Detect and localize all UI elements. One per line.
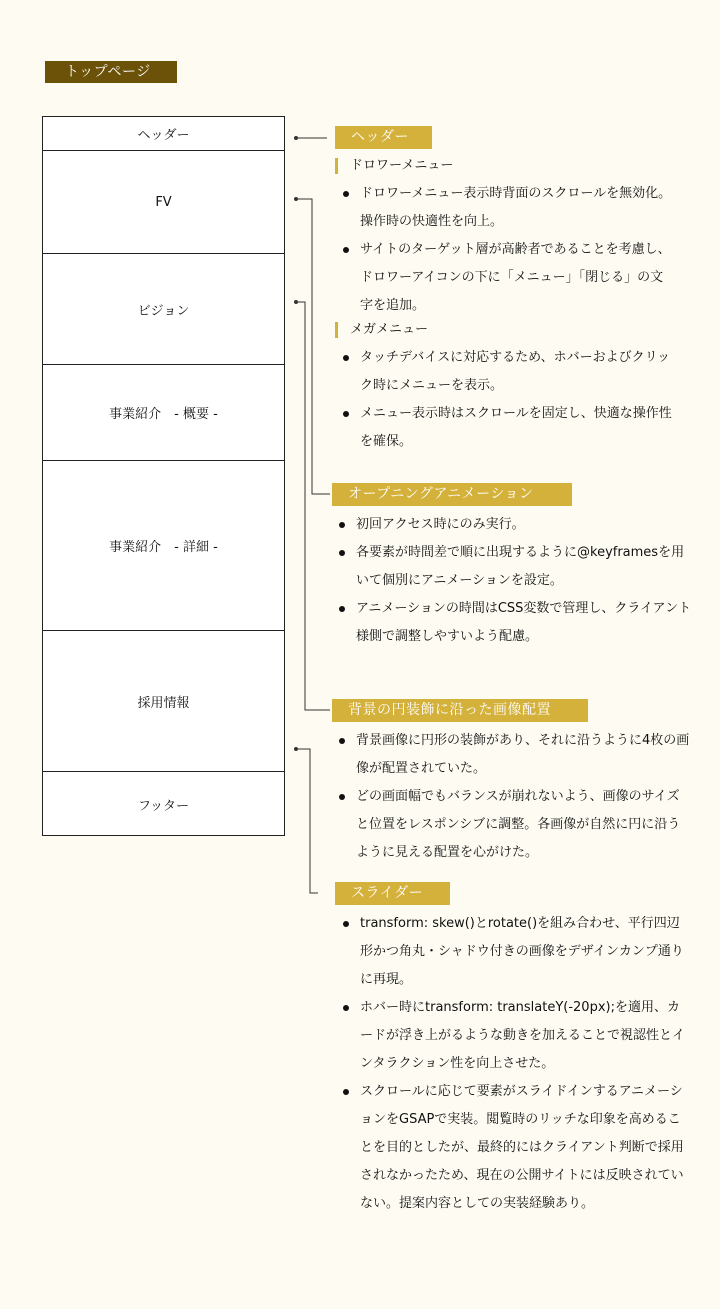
tag-circle-image-layout: 背景の円装飾に沿った画像配置 — [332, 699, 588, 722]
section-business-detail: 事業紹介 - 詳細 - — [43, 461, 284, 631]
tag-opening-animation: オープニングアニメーション — [332, 483, 572, 506]
connector-fv — [296, 199, 330, 494]
section-vision: ビジョン — [43, 254, 284, 365]
connector-vision — [296, 302, 330, 710]
list-mega-menu — [342, 344, 672, 456]
list-item: ドロワーメニュー表示時背面のスクロールを無効化。操作時の快適性を向上。 — [342, 180, 672, 236]
list-item: 各要素が時間差で順に出現するように@keyframesを用いて個別にアニメーションを設定。 — [338, 539, 692, 595]
connector-dot-header — [294, 136, 298, 140]
section-header: ヘッダー — [43, 117, 284, 151]
list-item: transform: skew()とrotate()を組み合わせ、平行四辺形かつ角丸・シャドウ付きの画像をデザインカンプ通りに再現。 — [342, 910, 692, 994]
list-drawer-menu — [342, 180, 672, 320]
list-item: サイトのターゲット層が高齢者であることを考慮し、ドロワーアイコンの下に「メニュー」「閉じる」の文字を追加。 — [342, 236, 672, 320]
section-recruit: 採用情報 — [43, 631, 284, 772]
section-fv: FV — [43, 151, 284, 254]
connector-dot-fv — [294, 197, 298, 201]
subheading-drawer-menu: ドロワーメニュー — [335, 158, 453, 174]
section-business-overview: 事業紹介 - 概要 - — [43, 365, 284, 461]
connector-dot-vision — [294, 300, 298, 304]
tag-header: ヘッダー — [335, 126, 432, 149]
list-item: スクロールに応じて要素がスライドインするアニメーションをGSAPで実装。閲覧時のリッチな印象を高めることを目的としたが、最終的にはクライアント判断で採用されなかったため、現在の公開サイトには反映されていない。提案内容としての実装経験あり。 — [342, 1078, 692, 1218]
list-item: 背景画像に円形の装飾があり、それに沿うように4枚の画像が配置されていた。 — [338, 727, 692, 783]
list-item: アニメーションの時間はCSS変数で管理し、クライアント様側で調整しやすいよう配慮。 — [338, 595, 692, 651]
tag-slider: スライダー — [335, 882, 450, 905]
list-item: どの画面幅でもバランスが崩れないよう、画像のサイズと位置をレスポンシブに調整。各画像が自然に円に沿うように見える配置を心がけた。 — [338, 783, 692, 867]
list-opening-animation — [338, 511, 692, 651]
list-slider — [342, 910, 692, 1218]
list-item: 初回アクセス時にのみ実行。 — [338, 511, 692, 539]
subheading-mega-menu: メガメニュー — [335, 322, 428, 338]
connector-recruit — [296, 749, 318, 893]
list-item: ホバー時にtransform: translateY(-20px);を適用、カードが浮き上がるような動きを加えることで視認性とインタラクション性を向上させた。 — [342, 994, 692, 1078]
page-title: トップページ — [45, 61, 177, 83]
list-item: タッチデバイスに対応するため、ホバーおよびクリック時にメニューを表示。 — [342, 344, 672, 400]
section-footer: フッター — [137, 798, 190, 814]
sitemap — [42, 116, 285, 836]
connector-dot-recruit — [294, 747, 298, 751]
list-circle-image-layout — [338, 727, 692, 867]
list-item: メニュー表示時はスクロールを固定し、快適な操作性を確保。 — [342, 400, 672, 456]
